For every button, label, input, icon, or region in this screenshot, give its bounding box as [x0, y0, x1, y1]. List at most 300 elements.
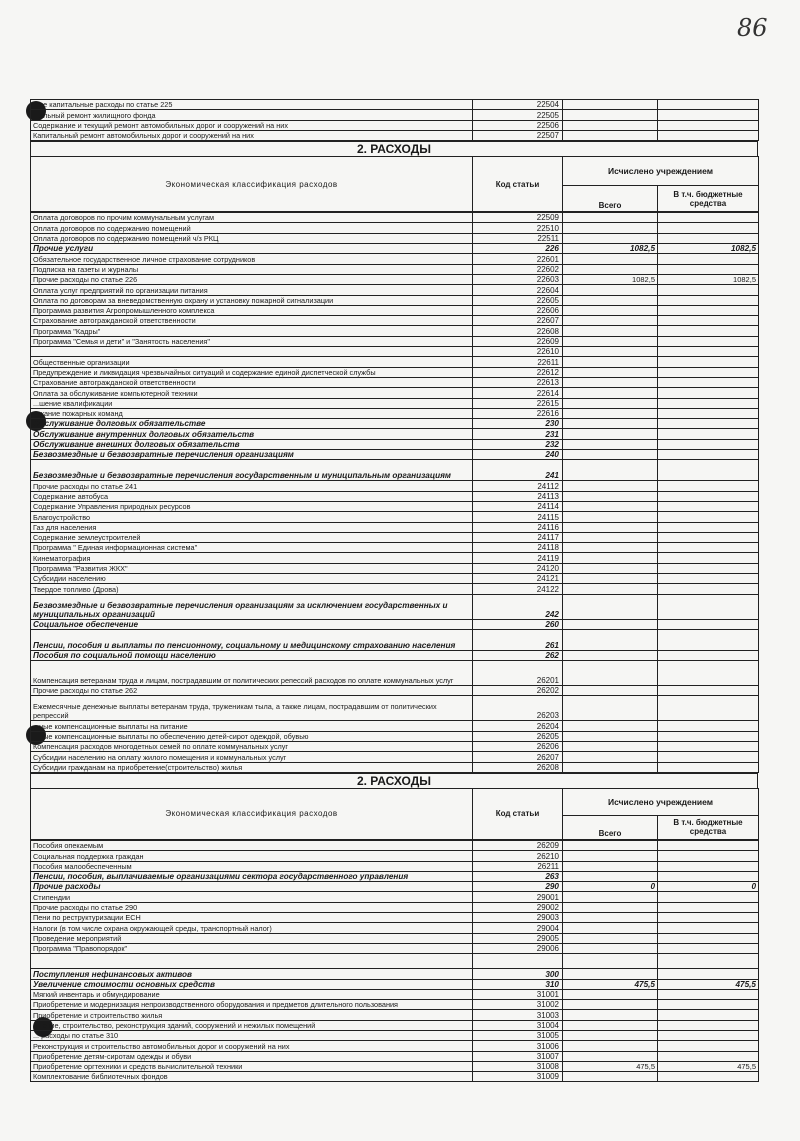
- row-code: 22601: [473, 254, 563, 264]
- table-row: [31, 742, 759, 752]
- row-budget: [658, 543, 759, 553]
- row-label: Обязательное государственное личное страхование сотрудников: [31, 254, 473, 264]
- row-code: 31001: [473, 989, 563, 999]
- header-classification: Экономическая классификация расходов: [31, 788, 473, 839]
- table-row: [31, 100, 759, 110]
- row-budget: [658, 923, 759, 933]
- header-budget: В т.ч. бюджетные средства: [658, 186, 759, 212]
- table-row: [31, 989, 759, 999]
- row-total: [563, 543, 658, 553]
- row-code: 24113: [473, 491, 563, 501]
- table-row: [31, 851, 759, 861]
- row-code: 22509: [473, 213, 563, 223]
- row-label: Субсидии гражданам на приобретение(строительство) жилья: [31, 762, 473, 772]
- row-label: Оплата договоров по прочим коммунальным услугам: [31, 213, 473, 223]
- row-label: Компенсация расходов многодетных семей по оплате коммунальных услуг: [31, 742, 473, 752]
- row-budget: [658, 1020, 759, 1030]
- table-header-2: [30, 788, 759, 840]
- row-total: 1082,5: [563, 274, 658, 284]
- row-budget: [658, 408, 759, 418]
- row-total: [563, 305, 658, 315]
- row-budget: [658, 120, 759, 130]
- table-row: [31, 233, 759, 243]
- section-title-2: 2. РАСХОДЫ: [30, 773, 758, 788]
- table-row: [31, 460, 759, 481]
- table-row: [31, 120, 759, 130]
- row-budget: [658, 871, 759, 881]
- row-budget: [658, 491, 759, 501]
- table-row: [31, 933, 759, 943]
- row-label: Безвозмездные и безвозвратные перечисления организациям: [31, 450, 473, 460]
- row-budget: [658, 989, 759, 999]
- page-number: 86: [737, 14, 768, 42]
- row-label: Приобретение детям-сиротам одежды и обуви: [31, 1051, 473, 1061]
- table-row: [31, 481, 759, 491]
- table-row: [31, 721, 759, 731]
- row-code: 22608: [473, 326, 563, 336]
- row-label: Стипендии: [31, 892, 473, 902]
- row-total: [563, 696, 658, 721]
- row-budget: [658, 840, 759, 850]
- row-code: 22615: [473, 398, 563, 408]
- row-total: [563, 110, 658, 120]
- row-total: [563, 762, 658, 772]
- row-budget: [658, 721, 759, 731]
- row-budget: [658, 892, 759, 902]
- row-label: Пени по реструктуризации ЕСН: [31, 913, 473, 923]
- table-row: [31, 532, 759, 542]
- table-row: [31, 264, 759, 274]
- row-budget: [658, 223, 759, 233]
- row-total: 475,5: [563, 979, 658, 989]
- row-label: Прочие расходы по статье 241: [31, 481, 473, 491]
- row-label: Оплата за обслуживание компьютерной техники: [31, 388, 473, 398]
- row-code: 241: [473, 460, 563, 481]
- row-code: 24117: [473, 532, 563, 542]
- row-code: 22616: [473, 408, 563, 418]
- row-code: 31009: [473, 1072, 563, 1082]
- row-code: 22609: [473, 336, 563, 346]
- row-budget: [658, 481, 759, 491]
- row-code: 22510: [473, 223, 563, 233]
- row-code: 31002: [473, 1000, 563, 1010]
- header-total: Всего: [563, 815, 658, 839]
- row-label: Пособия по социальной помощи населению: [31, 650, 473, 660]
- table-row: [31, 357, 759, 367]
- row-code: 240: [473, 450, 563, 460]
- row-label: Оплата по договорам за вневедомственную охрану и установку пожарной сигнализации: [31, 295, 473, 305]
- table-row: [31, 871, 759, 881]
- row-budget: [658, 522, 759, 532]
- row-budget: [658, 933, 759, 943]
- row-label: ...альный ремонт жилищного фонда: [31, 110, 473, 120]
- row-label: Комплектование библиотечных фондов: [31, 1072, 473, 1082]
- table-row: [31, 274, 759, 284]
- table-row: [31, 892, 759, 902]
- table-row: [31, 429, 759, 439]
- row-label: Программа "Развития ЖКХ": [31, 563, 473, 573]
- section-title: 2. РАСХОДЫ: [30, 141, 758, 156]
- row-total: [563, 367, 658, 377]
- row-label: Прочие услуги: [31, 244, 473, 254]
- row-budget: [658, 357, 759, 367]
- row-code: 22603: [473, 274, 563, 284]
- header-code: Код статьи: [473, 788, 563, 839]
- row-label: Обслуживание внешних долговых обязательств: [31, 439, 473, 449]
- row-total: [563, 1041, 658, 1051]
- row-total: [563, 264, 658, 274]
- row-label: Содержание землеустроителей: [31, 532, 473, 542]
- row-label: Содержание Управления природных ресурсов: [31, 501, 473, 511]
- row-code: 26202: [473, 686, 563, 696]
- row-label: ...ие капитальные расходы по статье 225: [31, 100, 473, 110]
- table-row: [31, 1031, 759, 1041]
- row-code: 22504: [473, 100, 563, 110]
- row-label: Программа "Кадры": [31, 326, 473, 336]
- table-row: [31, 762, 759, 772]
- row-label: Твердое топливо (Дрова): [31, 584, 473, 594]
- row-code: 31005: [473, 1031, 563, 1041]
- row-budget: 1082,5: [658, 274, 759, 284]
- top-rows-table: [30, 99, 759, 141]
- row-label: Мягкий инвентарь и обмундирование: [31, 989, 473, 999]
- table-row: [31, 408, 759, 418]
- row-budget: [658, 100, 759, 110]
- row-code: 29002: [473, 902, 563, 912]
- row-budget: [658, 1010, 759, 1020]
- row-code: 24114: [473, 501, 563, 511]
- row-total: [563, 902, 658, 912]
- expense-table-1: [30, 212, 759, 773]
- table-row: [31, 295, 759, 305]
- table-row: [31, 543, 759, 553]
- row-budget: [658, 429, 759, 439]
- row-budget: [658, 584, 759, 594]
- row-total: [563, 213, 658, 223]
- row-code: 232: [473, 439, 563, 449]
- row-total: [563, 491, 658, 501]
- row-label: ...ные компенсационные выплаты на питание: [31, 721, 473, 731]
- table-row: [31, 1051, 759, 1061]
- row-budget: [658, 573, 759, 583]
- row-label: Компенсация ветеранам труда и лицам, пострадавшим от политических репессий расходов по оплате коммунальных услуг: [31, 661, 473, 686]
- row-code: 22610: [473, 347, 563, 357]
- row-label: Прочие расходы: [31, 882, 473, 892]
- row-code: 26204: [473, 721, 563, 731]
- row-budget: [658, 254, 759, 264]
- row-budget: [658, 439, 759, 449]
- row-code: 231: [473, 429, 563, 439]
- row-label: ...ные компенсационные выплаты по обеспечению детей-сирот одеждой, обувью: [31, 731, 473, 741]
- table-row: [31, 285, 759, 295]
- row-label: Общественные организации: [31, 357, 473, 367]
- row-total: [563, 742, 658, 752]
- row-code: 26208: [473, 762, 563, 772]
- row-budget: [658, 336, 759, 346]
- row-code: 22602: [473, 264, 563, 274]
- row-total: 0: [563, 882, 658, 892]
- row-budget: [658, 762, 759, 772]
- row-total: [563, 943, 658, 953]
- header-code: Код статьи: [473, 157, 563, 212]
- row-budget: [658, 285, 759, 295]
- row-total: [563, 326, 658, 336]
- row-total: [563, 661, 658, 686]
- row-label: Прочие расходы по статье 262: [31, 686, 473, 696]
- table-row: [31, 954, 759, 969]
- row-label: Программа "Правопорядок": [31, 943, 473, 953]
- row-budget: [658, 1072, 759, 1082]
- table-row: [31, 305, 759, 315]
- row-total: 1082,5: [563, 244, 658, 254]
- row-total: [563, 512, 658, 522]
- row-budget: 475,5: [658, 979, 759, 989]
- row-label: Программа развития Агропромышленного комплекса: [31, 305, 473, 315]
- row-label: ... расходы по статье 310: [31, 1031, 473, 1041]
- row-label: Поступления нефинансовых активов: [31, 969, 473, 979]
- row-code: 22511: [473, 233, 563, 243]
- row-code: 29003: [473, 913, 563, 923]
- row-label: Социальное обеспечение: [31, 619, 473, 629]
- table-row: [31, 439, 759, 449]
- row-total: [563, 130, 658, 140]
- row-code: 22606: [473, 305, 563, 315]
- row-total: [563, 989, 658, 999]
- row-budget: [658, 326, 759, 336]
- row-label: Приобретение оргтехники и средств вычислительной техники: [31, 1061, 473, 1071]
- table-row: [31, 840, 759, 850]
- row-label: [31, 347, 473, 357]
- row-label: Обслуживание внутренних долговых обязательств: [31, 429, 473, 439]
- row-label: Приобретение и модернизация непроизводственного оборудования и предметов длительного пользования: [31, 1000, 473, 1010]
- row-code: 26210: [473, 851, 563, 861]
- row-budget: [658, 460, 759, 481]
- row-code: 24120: [473, 563, 563, 573]
- row-total: 475,5: [563, 1061, 658, 1071]
- table-row: [31, 1061, 759, 1071]
- row-budget: 475,5: [658, 1061, 759, 1071]
- table-row: [31, 661, 759, 686]
- row-code: 26206: [473, 742, 563, 752]
- row-code: 22612: [473, 367, 563, 377]
- expense-sheet: [30, 99, 758, 1082]
- row-code: 31003: [473, 1010, 563, 1020]
- table-row: [31, 367, 759, 377]
- row-total: [563, 295, 658, 305]
- table-row: [31, 388, 759, 398]
- table-row: [31, 573, 759, 583]
- row-label: Безвозмездные и безвозвратные перечисления организациям за исключением государственных и муниципальных организаций: [31, 594, 473, 619]
- row-total: [563, 460, 658, 481]
- row-budget: [658, 295, 759, 305]
- table-row: [31, 650, 759, 660]
- table-row: [31, 594, 759, 619]
- row-total: [563, 1000, 658, 1010]
- table-row: [31, 244, 759, 254]
- row-total: [563, 336, 658, 346]
- row-code: 24122: [473, 584, 563, 594]
- row-code: 262: [473, 650, 563, 660]
- table-row: [31, 696, 759, 721]
- row-code: 24118: [473, 543, 563, 553]
- row-code: 26207: [473, 752, 563, 762]
- row-total: [563, 1051, 658, 1061]
- table-row: [31, 512, 759, 522]
- row-code: 22613: [473, 377, 563, 387]
- table-row: [31, 254, 759, 264]
- row-code: 26201: [473, 661, 563, 686]
- row-code: 22614: [473, 388, 563, 398]
- row-label: Реконструкция и строительство автомобильных дорог и сооружений на них: [31, 1041, 473, 1051]
- row-total: [563, 686, 658, 696]
- row-code: 31006: [473, 1041, 563, 1051]
- row-total: [563, 731, 658, 741]
- row-label: Страхование автогражданской ответственности: [31, 316, 473, 326]
- row-label: Страхование автогражданской ответственности: [31, 377, 473, 387]
- row-total: [563, 619, 658, 629]
- row-budget: [658, 861, 759, 871]
- table-row: [31, 1010, 759, 1020]
- row-code: 29005: [473, 933, 563, 943]
- table-row: [31, 501, 759, 511]
- row-budget: [658, 367, 759, 377]
- row-label: Проведение мероприятий: [31, 933, 473, 943]
- row-budget: 0: [658, 882, 759, 892]
- row-total: [563, 439, 658, 449]
- row-budget: [658, 954, 759, 969]
- table-row: [31, 377, 759, 387]
- row-total: [563, 120, 658, 130]
- row-label: Прочие расходы по статье 226: [31, 274, 473, 284]
- row-label: Обслуживание долговых обязательстве: [31, 419, 473, 429]
- row-total: [563, 1031, 658, 1041]
- row-budget: [658, 1041, 759, 1051]
- table-row: [31, 419, 759, 429]
- row-budget: [658, 696, 759, 721]
- table-row: [31, 316, 759, 326]
- row-label: Благоустройство: [31, 512, 473, 522]
- row-label: Пенсии, пособия и выплаты по пенсионному, социальному и медицинскому страхованию населения: [31, 629, 473, 650]
- row-total: [563, 398, 658, 408]
- header-calculated: Исчислено учреждением: [563, 788, 759, 815]
- row-budget: [658, 594, 759, 619]
- row-budget: [658, 553, 759, 563]
- row-total: [563, 923, 658, 933]
- table-row: [31, 398, 759, 408]
- table-row: [31, 450, 759, 460]
- row-code: 24121: [473, 573, 563, 583]
- row-label: Увеличение стоимости основных средств: [31, 979, 473, 989]
- row-budget: [658, 532, 759, 542]
- row-code: 29006: [473, 943, 563, 953]
- row-code: 24115: [473, 512, 563, 522]
- row-code: 26209: [473, 840, 563, 850]
- row-code: 31008: [473, 1061, 563, 1071]
- row-total: [563, 223, 658, 233]
- row-budget: [658, 1031, 759, 1041]
- row-budget: [658, 619, 759, 629]
- row-code: 300: [473, 969, 563, 979]
- row-total: [563, 629, 658, 650]
- row-label: Содержание и текущий ремонт автомобильных дорог и сооружений на них: [31, 120, 473, 130]
- row-budget: [658, 943, 759, 953]
- row-total: [563, 969, 658, 979]
- table-row: [31, 902, 759, 912]
- table-row: [31, 731, 759, 741]
- row-total: [563, 1010, 658, 1020]
- row-total: [563, 481, 658, 491]
- row-code: 22507: [473, 130, 563, 140]
- row-label: Налоги (в том числе охрана окружающей среды, транспортный налог): [31, 923, 473, 933]
- row-total: [563, 1020, 658, 1030]
- row-budget: [658, 419, 759, 429]
- row-total: [563, 584, 658, 594]
- row-budget: [658, 213, 759, 223]
- row-total: [563, 913, 658, 923]
- row-budget: 1082,5: [658, 244, 759, 254]
- row-label: Капитальный ремонт автомобильных дорог и сооружений на них: [31, 130, 473, 140]
- row-budget: [658, 398, 759, 408]
- row-total: [563, 233, 658, 243]
- row-total: [563, 429, 658, 439]
- row-label: Безвозмездные и безвозвратные перечисления государственным и муниципальным организациям: [31, 460, 473, 481]
- row-code: 26203: [473, 696, 563, 721]
- row-label: Пенсии, пособия, выплачиваемые организациями сектора государственного управления: [31, 871, 473, 881]
- row-label: Пособия опекаемым: [31, 840, 473, 850]
- row-total: [563, 851, 658, 861]
- row-budget: [658, 305, 759, 315]
- row-total: [563, 419, 658, 429]
- row-label: Приобретение и строительство жилья: [31, 1010, 473, 1020]
- row-label: Оплата договоров по содержанию помещений: [31, 223, 473, 233]
- row-label: Субсидии населению: [31, 573, 473, 583]
- row-total: [563, 933, 658, 943]
- row-total: [563, 563, 658, 573]
- table-row: [31, 943, 759, 953]
- header-classification: Экономическая классификация расходов: [31, 157, 473, 212]
- row-budget: [658, 512, 759, 522]
- row-budget: [658, 913, 759, 923]
- row-total: [563, 840, 658, 850]
- row-total: [563, 522, 658, 532]
- row-code: 26205: [473, 731, 563, 741]
- table-row: [31, 336, 759, 346]
- row-budget: [658, 731, 759, 741]
- row-total: [563, 357, 658, 367]
- row-budget: [658, 110, 759, 120]
- row-total: [563, 377, 658, 387]
- row-code: 29001: [473, 892, 563, 902]
- row-total: [563, 752, 658, 762]
- row-budget: [658, 851, 759, 861]
- row-code: 22505: [473, 110, 563, 120]
- row-code: 242: [473, 594, 563, 619]
- row-budget: [658, 661, 759, 686]
- table-row: [31, 522, 759, 532]
- row-budget: [658, 233, 759, 243]
- row-budget: [658, 686, 759, 696]
- table-row: [31, 1020, 759, 1030]
- row-budget: [658, 347, 759, 357]
- table-row: [31, 563, 759, 573]
- row-code: 24116: [473, 522, 563, 532]
- row-budget: [658, 629, 759, 650]
- row-total: [563, 316, 658, 326]
- row-code: 22605: [473, 295, 563, 305]
- row-code: 22604: [473, 285, 563, 295]
- row-total: [563, 594, 658, 619]
- row-code: 22607: [473, 316, 563, 326]
